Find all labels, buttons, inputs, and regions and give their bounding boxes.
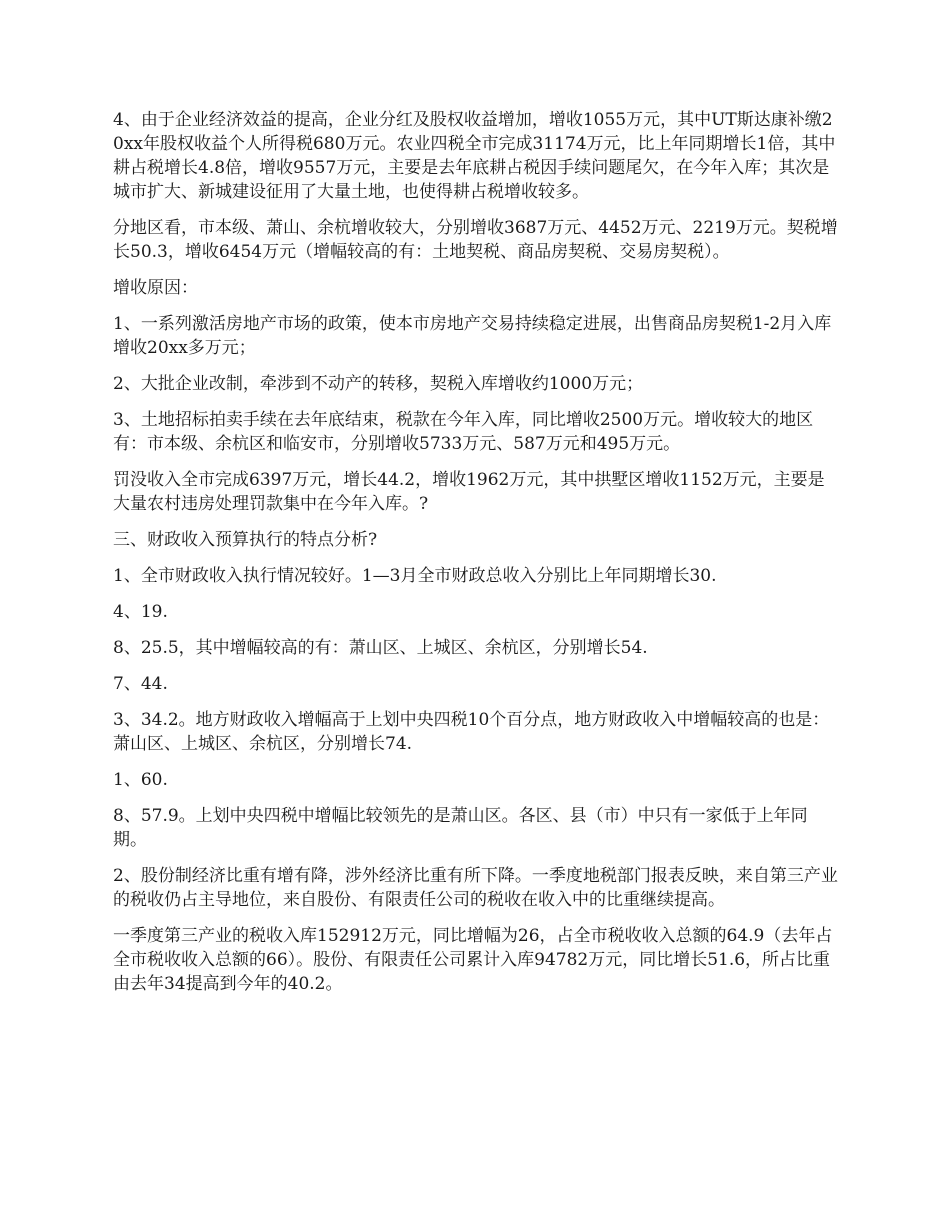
paragraph-fragment-8b: 8、57.9。上划中央四税中增幅比较领先的是萧山区。各区、县（市）中只有一家低于上年同期。 — [113, 806, 808, 850]
paragraph-fines: 罚没收入全市完成6397万元，增长44.2，增收1962万元，其中拱墅区增收1152万元，主要是大量农村违房处理罚款集中在今年入库。? — [113, 470, 825, 514]
paragraph-fragment-3: 3、34.2。地方财政收入增幅高于上划中央四税10个百分点，地方财政收入中增幅较高的也是：萧山区、上城区、余杭区，分别增长74. — [113, 710, 830, 754]
paragraph-region-deed-tax: 分地区看，市本级、萧山、余杭增收较大，分别增收3687万元、4452万元、2219万元。契税增长50.3，增收6454万元（增幅较高的有：土地契税、商品房契税、交易房契税）。 — [113, 218, 838, 262]
section-heading-3: 三、财政收入预算执行的特点分析? — [113, 530, 378, 550]
paragraph-reasons-heading: 增收原因： — [113, 278, 198, 298]
paragraph-tertiary-tax: 一季度第三产业的税收入库152912万元，同比增幅为26，占全市税收收入总额的64.9（去年占全市税收收入总额的66）。股份、有限责任公司累计入库94782万元，同比增长51.6，所占比重由去年34提高到今年的40.2。 — [113, 926, 833, 994]
paragraph-reason-3: 3、土地招标拍卖手续在去年底结束，税款在今年入库，同比增收2500万元。增收较大的地区有：市本级、余杭区和临安市，分别增收5733万元、587万元和495万元。 — [113, 410, 814, 454]
paragraph-reason-1: 1、一系列激活房地产市场的政策，使本市房地产交易持续稳定进展，出售商品房契税1-2月入库增收20xx多万元； — [113, 314, 832, 358]
paragraph-fragment-8: 8、25.5，其中增幅较高的有：萧山区、上城区、余杭区，分别增长54. — [113, 638, 648, 658]
paragraph-fragment-4: 4、19. — [113, 602, 168, 622]
paragraph-reason-2: 2、大批企业改制，牵涉到不动产的转移，契税入库增收约1000万元； — [113, 374, 644, 394]
paragraph-point-2: 2、股份制经济比重有增有降，涉外经济比重有所下降。一季度地税部门报表反映，来自第三产业的税收仍占主导地位，来自股份、有限责任公司的税收在收入中的比重继续提高。 — [113, 866, 838, 910]
paragraph-point-1: 1、全市财政收入执行情况较好。1—3月全市财政总收入分别比上年同期增长30. — [113, 566, 717, 586]
paragraph-ut-tax: 4、由于企业经济效益的提高，企业分红及股权收益增加，增收1055万元，其中UT斯达康补缴20xx年股权收益个人所得税680万元。农业四税全市完成31174万元，比上年同期增长1倍，其中耕占税增长4.8倍，增收9557万元，主要是去年底耕占税因手续问题尾欠，在今年入库；其次是城市扩大、新城建设征用了大量土地，也使得耕占税增收较多。 — [113, 110, 836, 202]
paragraph-fragment-1: 1、60. — [113, 770, 168, 790]
paragraph-fragment-7: 7、44. — [113, 674, 168, 694]
